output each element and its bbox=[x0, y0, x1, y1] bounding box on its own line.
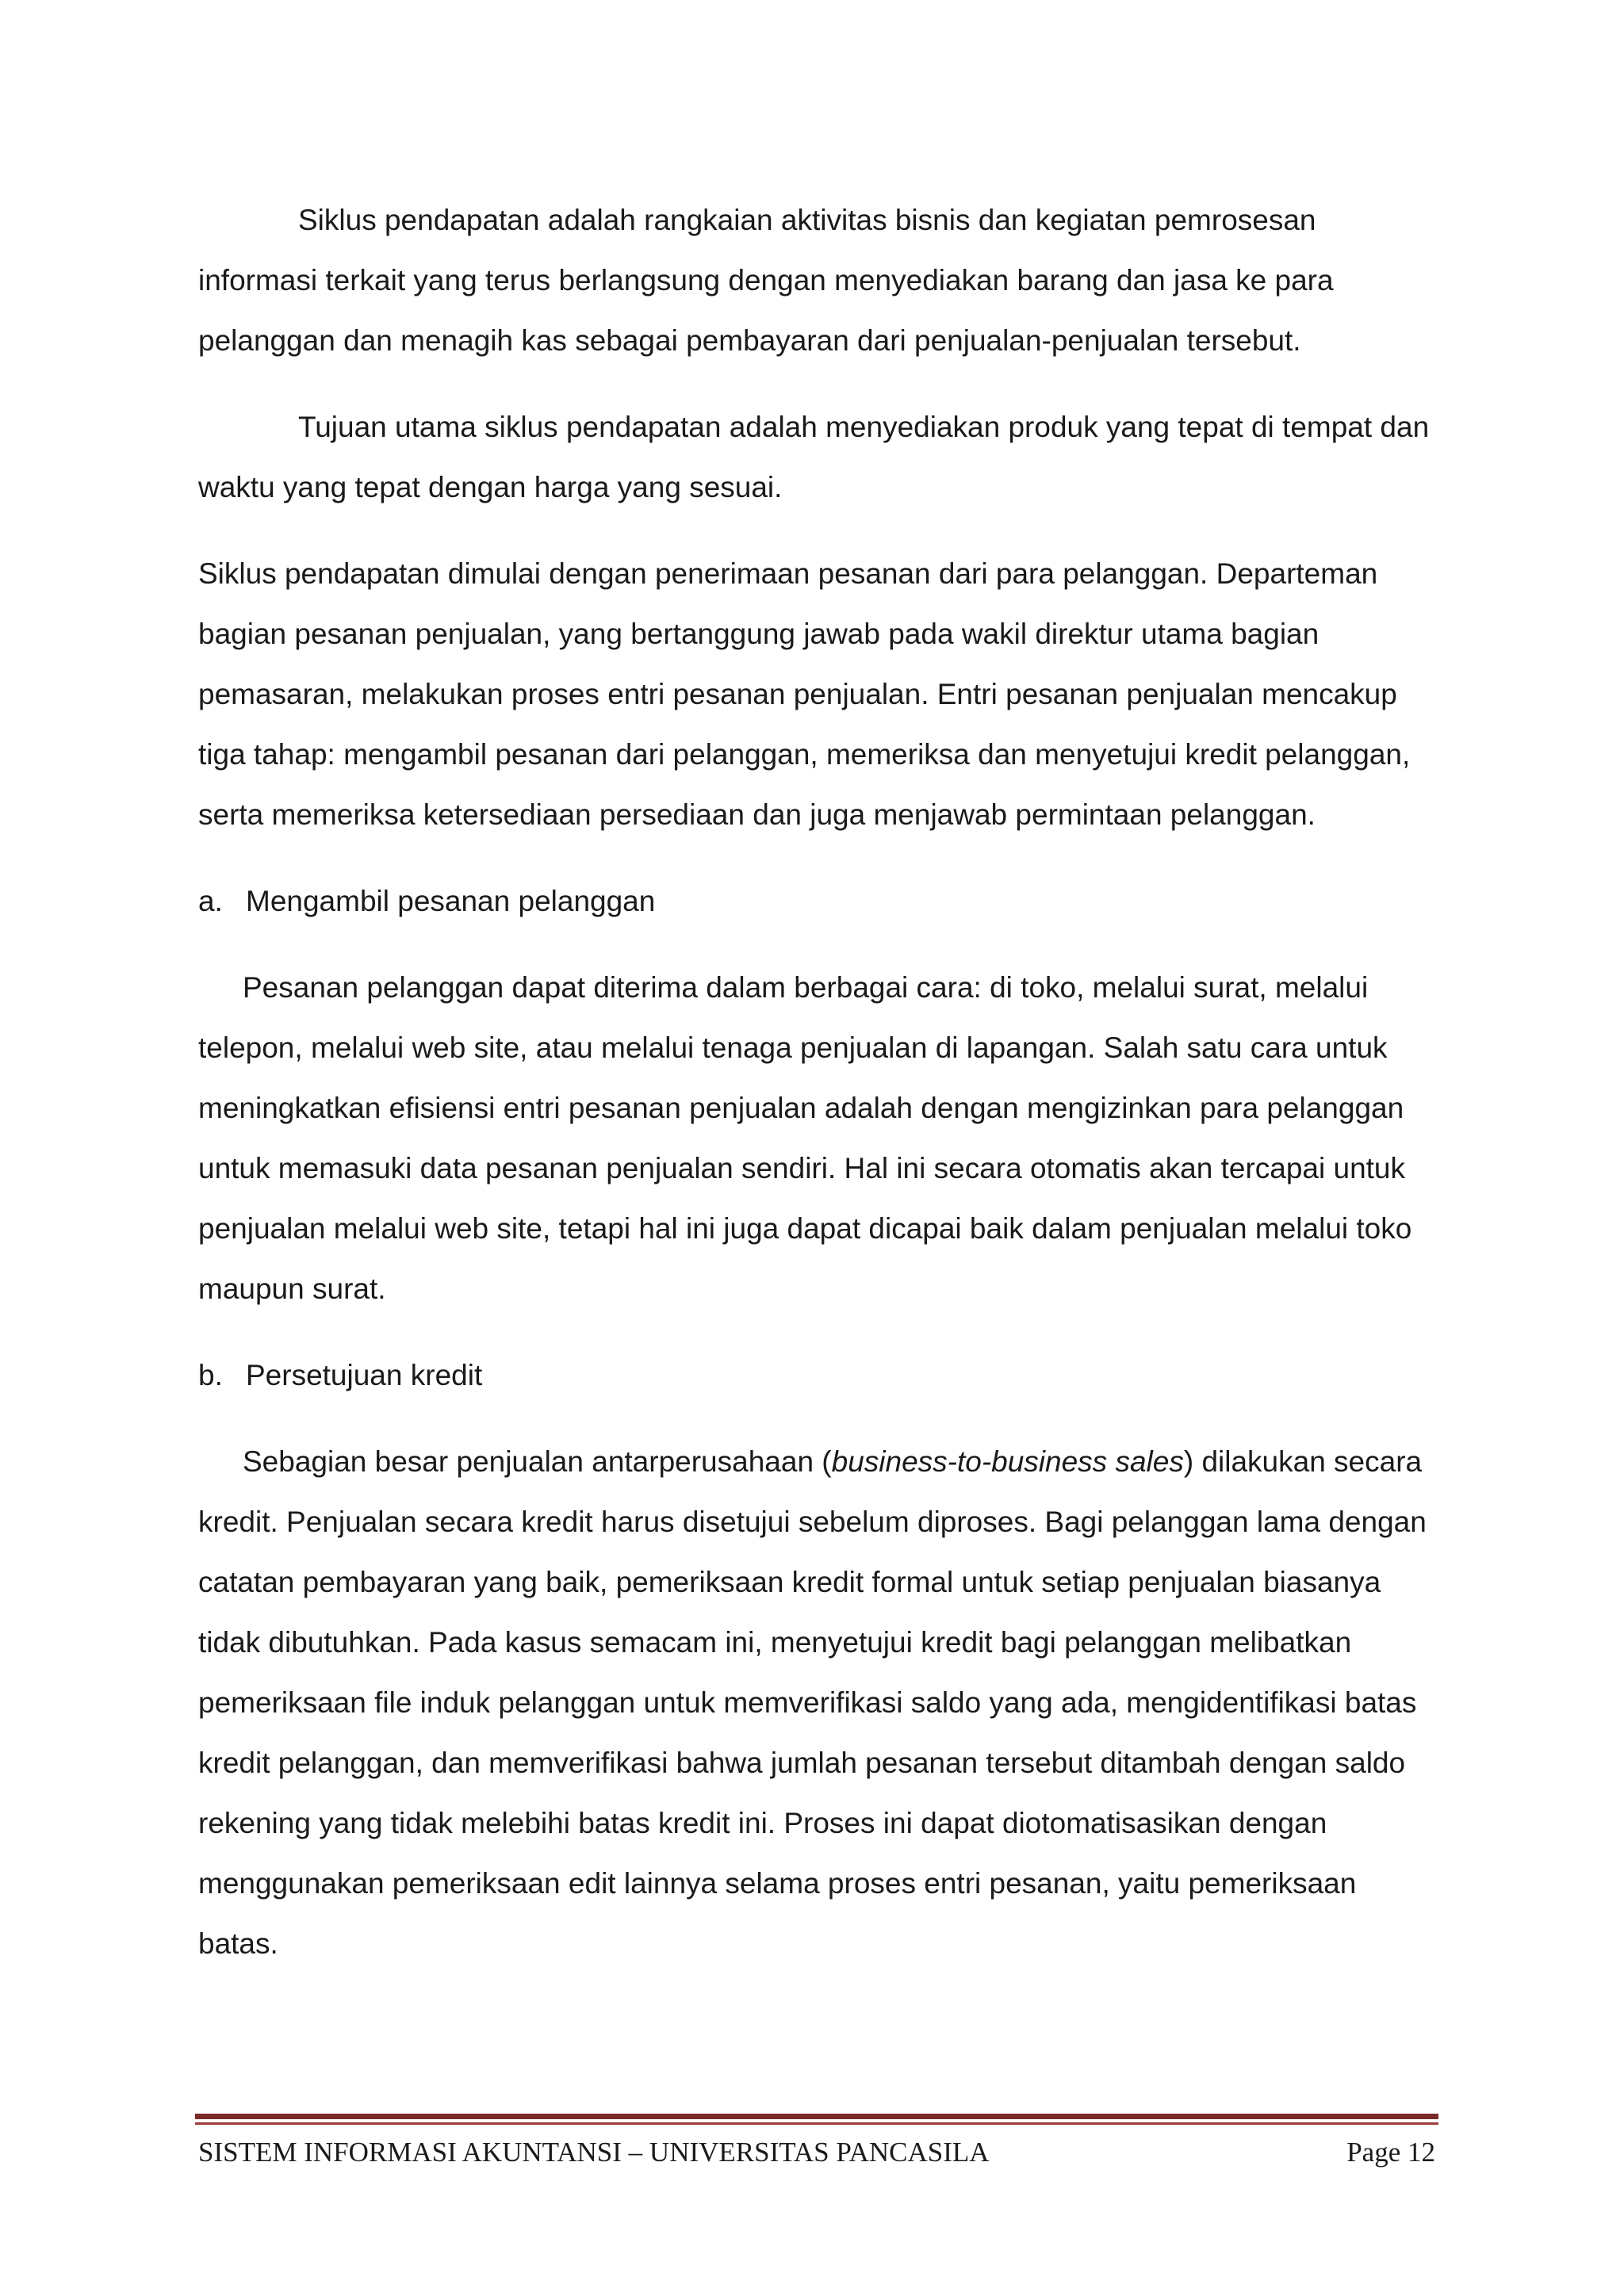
paragraph-order-entry: Siklus pendapatan dimulai dengan penerimaan pesanan dari para pelanggan. Departeman bagian pesanan penjualan, yang bertanggung jawab pada wakil direktur utama bagian pemasaran, melakukan proses entri pesanan penjualan. Entri pesanan penjualan mencakup tiga tahap: mengambil pesanan dari pelanggan, memeriksa dan menyetujui kredit pelanggan, serta memeriksa ketersediaan persediaan dan juga menjawab permintaan pelanggan. bbox=[198, 557, 1411, 831]
list-label-b: Persetujuan kredit bbox=[246, 1359, 483, 1391]
credit-text-post: ) dilakukan secara kredit. Penjualan secara kredit harus disetujui sebelum diproses. Bagi pelanggan lama dengan catatan pembayaran yang baik, pemeriksaan kredit formal untuk setiap penjualan biasanya tidak dibutuhkan. Pada kasus semacam ini, menyetujui kredit bagi pelanggan melibatkan pemeriksaan file induk pelanggan untuk memverifikasi saldo yang ada, mengidentifikasi batas kredit pelanggan, dan memverifikasi bahwa jumlah pesanan tersebut ditambah dengan saldo rekening yang tidak melebihi batas kredit ini. Proses ini dapat diotomatisasikan dengan menggunakan pemeriksaan edit lainnya selama proses entri pesanan, yaitu pemeriksaan batas. bbox=[198, 1445, 1427, 1960]
credit-text-emphasis: business-to-business sales bbox=[831, 1445, 1184, 1478]
list-marker-b: b. bbox=[198, 1359, 223, 1391]
paragraph-revenue-cycle-definition: Siklus pendapatan adalah rangkaian aktivitas bisnis dan kegiatan pemrosesan informasi terkait yang terus berlangsung dengan menyediakan barang dan jasa ke para pelanggan dan menagih kas sebagai pembayaran dari penjualan-penjualan tersebut. bbox=[198, 204, 1334, 357]
paragraph-taking-orders: Pesanan pelanggan dapat diterima dalam berbagai cara: di toko, melalui surat, melalui telepon, melalui web site, atau melalui tenaga penjualan di lapangan. Salah satu cara untuk meningkatkan efisiensi entri pesanan penjualan adalah dengan mengizinkan para pelanggan untuk memasuki data pesanan penjualan sendiri. Hal ini secara otomatis akan tercapai untuk penjualan melalui web site, tetapi hal ini juga dapat dicapai baik dalam penjualan melalui toko maupun surat. bbox=[198, 971, 1412, 1305]
credit-text-pre: Sebagian besar penjualan antarperusahaan ( bbox=[243, 1445, 832, 1478]
footer-divider-thick bbox=[195, 2114, 1438, 2119]
paragraph-credit-approval bbox=[198, 1432, 1435, 1974]
list-marker-a: a. bbox=[198, 885, 223, 917]
footer-divider bbox=[195, 2114, 1438, 2125]
list-label-a: Mengambil pesanan pelanggan bbox=[246, 885, 656, 917]
footer-divider-thin bbox=[195, 2122, 1438, 2125]
list-item-a bbox=[198, 871, 1435, 932]
page-footer bbox=[198, 2137, 1435, 2168]
list-item-b bbox=[198, 1345, 1435, 1406]
page-number: Page 12 bbox=[1346, 2137, 1435, 2168]
body-text bbox=[198, 190, 1435, 2000]
footer-title: SISTEM INFORMASI AKUNTANSI – UNIVERSITAS PANCASILA bbox=[198, 2137, 990, 2168]
paragraph-revenue-cycle-goal: Tujuan utama siklus pendapatan adalah menyediakan produk yang tepat di tempat dan waktu yang tepat dengan harga yang sesuai. bbox=[198, 411, 1430, 503]
